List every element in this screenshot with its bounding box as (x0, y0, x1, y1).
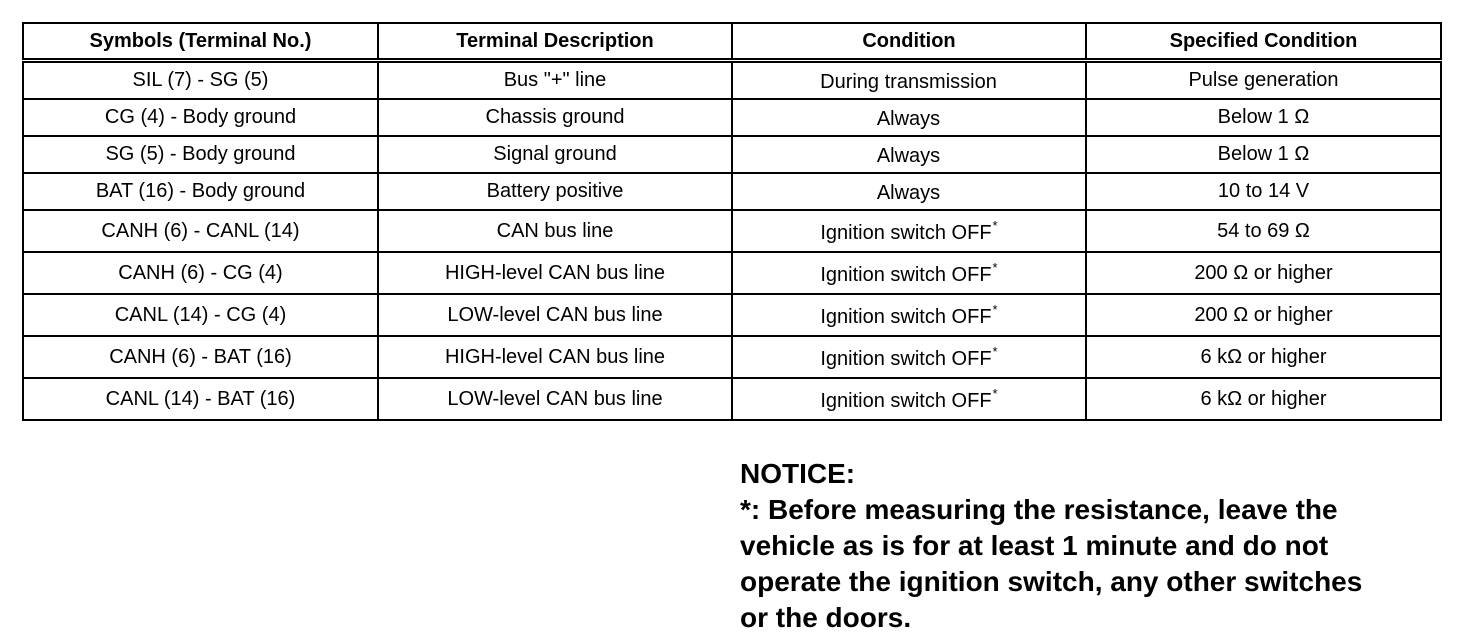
notice-text-line: or the doors. (740, 602, 912, 633)
notice-text-line: *: Before measuring the resistance, leave the (740, 494, 1338, 525)
notice-block (740, 456, 1450, 636)
cell-description: LOW-level CAN bus line (378, 378, 732, 420)
cell-symbol: SIL (7) - SG (5) (23, 61, 378, 100)
condition-text: Always (876, 145, 941, 167)
cell-specified: 54 to 69 Ω (1086, 210, 1441, 252)
condition-text: Ignition switch OFF (820, 221, 992, 244)
cell-condition (732, 336, 1086, 378)
cell-specified: Below 1 Ω (1086, 99, 1441, 136)
cell-condition (732, 294, 1086, 336)
cell-description: CAN bus line (378, 210, 732, 252)
notice-heading: NOTICE: (740, 458, 856, 489)
table-row (23, 136, 1441, 173)
condition-text: Ignition switch OFF (820, 263, 992, 286)
cell-symbol: SG (5) - Body ground (23, 136, 378, 173)
cell-description: HIGH-level CAN bus line (378, 336, 732, 378)
cell-symbol: BAT (16) - Body ground (23, 173, 378, 210)
table-row (23, 210, 1441, 252)
cell-condition (732, 136, 1086, 173)
table-row (23, 173, 1441, 210)
table-row (23, 294, 1441, 336)
condition-text: During transmission (820, 71, 997, 93)
table-row (23, 378, 1441, 420)
header-terminal-description: Terminal Description (378, 23, 732, 61)
cell-condition (732, 378, 1086, 420)
cell-specified: 6 kΩ or higher (1086, 378, 1441, 420)
condition-text: Always (876, 108, 941, 130)
footnote-marker: * (992, 259, 998, 275)
cell-condition (732, 99, 1086, 136)
cell-description: LOW-level CAN bus line (378, 294, 732, 336)
table-row (23, 336, 1441, 378)
table-row (23, 252, 1441, 294)
footnote-marker: * (992, 217, 998, 233)
cell-description: HIGH-level CAN bus line (378, 252, 732, 294)
condition-text: Ignition switch OFF (820, 389, 992, 412)
cell-symbol: CG (4) - Body ground (23, 99, 378, 136)
header-condition: Condition (732, 23, 1086, 61)
cell-symbol: CANL (14) - BAT (16) (23, 378, 378, 420)
condition-text: Ignition switch OFF (820, 347, 992, 370)
header-specified-condition: Specified Condition (1086, 23, 1441, 61)
table-header-row (23, 23, 1441, 61)
terminal-spec-table (22, 22, 1442, 421)
cell-specified: 6 kΩ or higher (1086, 336, 1441, 378)
footnote-marker: * (992, 343, 998, 359)
cell-specified: 10 to 14 V (1086, 173, 1441, 210)
cell-condition (732, 252, 1086, 294)
cell-description: Bus "+" line (378, 61, 732, 100)
cell-symbol: CANL (14) - CG (4) (23, 294, 378, 336)
cell-condition (732, 61, 1086, 100)
cell-condition (732, 173, 1086, 210)
notice-text-line: operate the ignition switch, any other switches (740, 566, 1363, 597)
condition-text: Ignition switch OFF (820, 305, 992, 328)
cell-specified: Pulse generation (1086, 61, 1441, 100)
cell-symbol: CANH (6) - CG (4) (23, 252, 378, 294)
condition-text: Always (876, 182, 941, 204)
notice-text-line: vehicle as is for at least 1 minute and do not (740, 530, 1329, 561)
cell-description: Battery positive (378, 173, 732, 210)
table-row (23, 61, 1441, 100)
footnote-marker: * (992, 385, 998, 401)
cell-symbol: CANH (6) - CANL (14) (23, 210, 378, 252)
cell-description: Signal ground (378, 136, 732, 173)
cell-specified: 200 Ω or higher (1086, 294, 1441, 336)
cell-specified: 200 Ω or higher (1086, 252, 1441, 294)
cell-specified: Below 1 Ω (1086, 136, 1441, 173)
footnote-marker: * (992, 301, 998, 317)
header-symbols: Symbols (Terminal No.) (23, 23, 378, 61)
cell-symbol: CANH (6) - BAT (16) (23, 336, 378, 378)
cell-condition (732, 210, 1086, 252)
cell-description: Chassis ground (378, 99, 732, 136)
table-row (23, 99, 1441, 136)
